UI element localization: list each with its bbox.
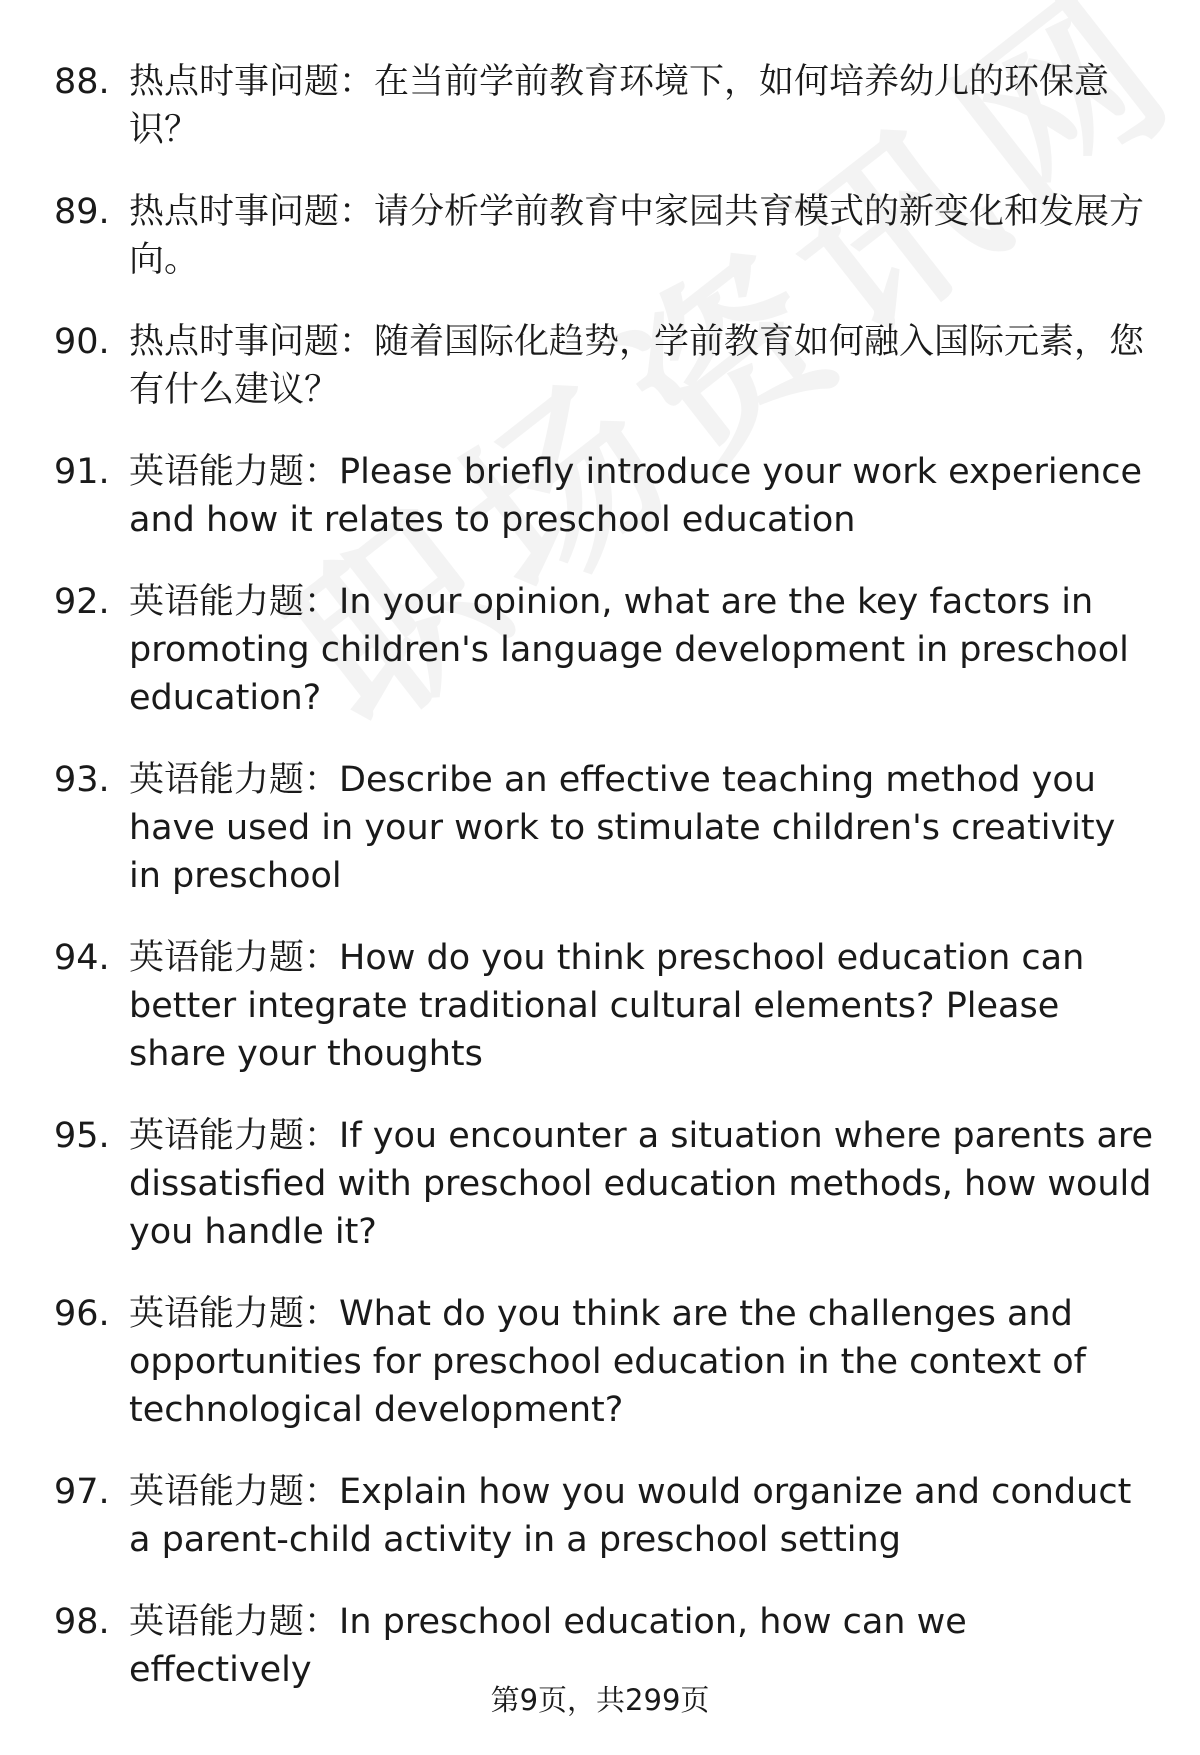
question-category: 英语能力题： (129, 1472, 340, 1512)
question-item (54, 318, 1154, 414)
question-category: 英语能力题： (129, 760, 340, 800)
question-number: 94. (54, 938, 110, 978)
question-category: 英语能力题： (129, 452, 340, 492)
question-category: 英语能力题： (129, 1116, 340, 1156)
question-category: 英语能力题： (129, 938, 340, 978)
question-number: 96. (54, 1294, 110, 1334)
question-text: What do you think are the challenges and opportunities for preschool education in the context of technological development? (129, 1294, 1086, 1430)
question-category: 英语能力题： (129, 1294, 340, 1334)
question-text: How do you think preschool education can better integrate traditional cultural elements? Please share your thoughts (129, 938, 1085, 1074)
question-category: 热点时事问题： (129, 62, 375, 102)
question-text: Please briefly introduce your work experience and how it relates to preschool education (129, 452, 1143, 540)
question-item (54, 58, 1154, 154)
question-text: 请分析学前教育中家园共育模式的新变化和发展方向。 (129, 192, 1145, 280)
question-text: In your opinion, what are the key factors in promoting children's language development in preschool education? (129, 582, 1129, 718)
question-item (54, 448, 1154, 544)
page-number-footer: 第9页，共299页 (490, 1683, 710, 1717)
question-text: If you encounter a situation where parents are dissatisfied with preschool education methods, how would you handle it? (129, 1116, 1154, 1252)
question-number: 90. (54, 322, 110, 362)
question-text: In preschool education, how can we effectively (129, 1602, 967, 1690)
question-number: 93. (54, 760, 110, 800)
question-number: 89. (54, 192, 110, 232)
question-text: Explain how you would organize and conduct a parent-child activity in a preschool setting (129, 1472, 1132, 1560)
question-item (54, 934, 1154, 1078)
question-number: 97. (54, 1472, 110, 1512)
question-item (54, 756, 1154, 900)
question-item (54, 1290, 1154, 1434)
question-number: 88. (54, 62, 110, 102)
question-text: Describe an effective teaching method you have used in your work to stimulate children's creativity in preschool (129, 760, 1116, 896)
question-item (54, 1112, 1154, 1256)
question-category: 英语能力题： (129, 582, 340, 622)
question-category: 热点时事问题： (129, 192, 375, 232)
question-number: 92. (54, 582, 110, 622)
question-number: 91. (54, 452, 110, 492)
question-category: 热点时事问题： (129, 322, 375, 362)
question-list (54, 58, 1154, 1728)
question-item (54, 1468, 1154, 1564)
question-item (54, 578, 1154, 722)
question-text: 在当前学前教育环境下，如何培养幼儿的环保意识？ (129, 62, 1110, 150)
question-category: 英语能力题： (129, 1602, 340, 1642)
question-text: 随着国际化趋势，学前教育如何融入国际元素，您有什么建议？ (129, 322, 1145, 410)
question-number: 98. (54, 1602, 110, 1642)
question-number: 95. (54, 1116, 110, 1156)
question-item (54, 188, 1154, 284)
